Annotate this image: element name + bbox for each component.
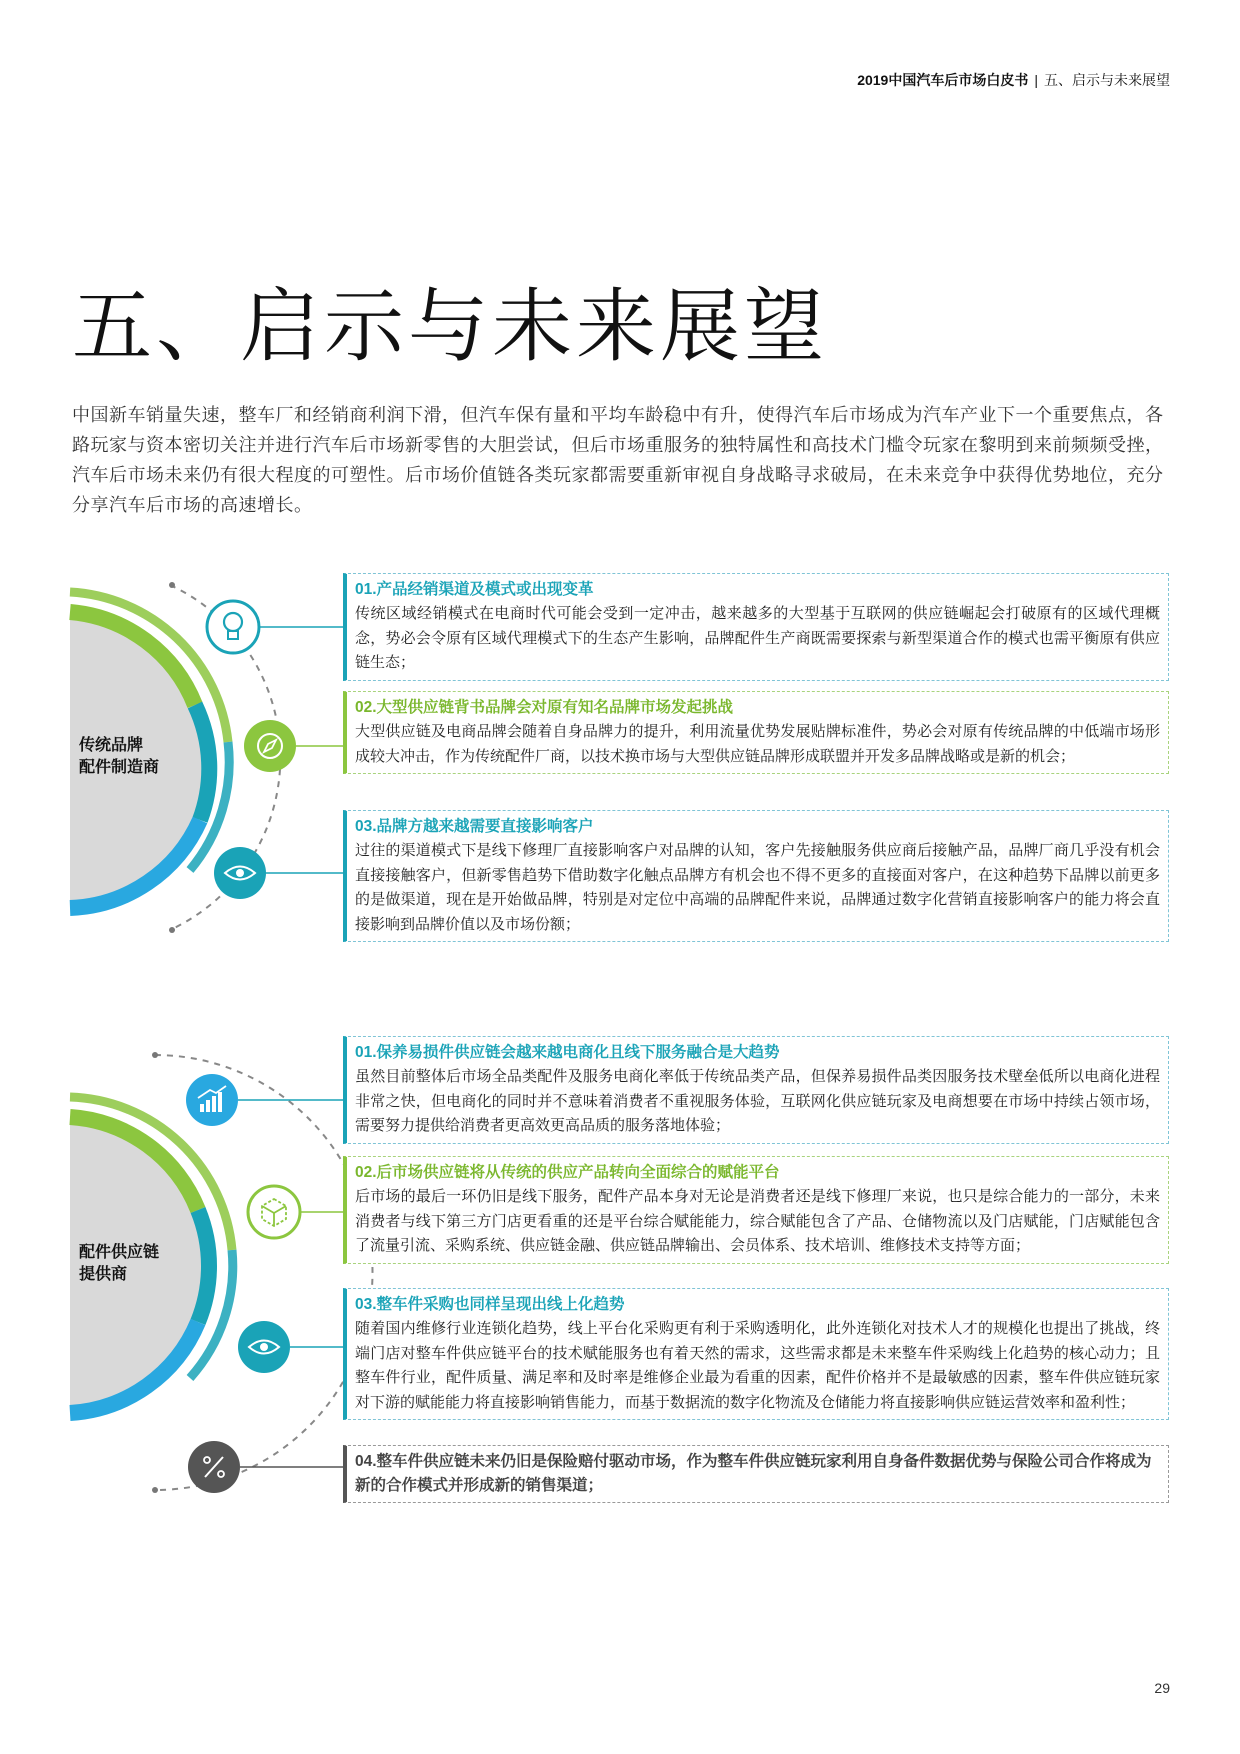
item-text: 随着国内维修行业连锁化趋势，线上平台化采购更有利于采购透明化，此外连锁化对技术人才的规模化也提出了挑战，终端门店对整车件供应链平台的技术赋能服务也有着天然的需求，这些需求都是未来整车件采购线上化趋势的核心动力；且整车件行业，配件质量、满足率和及时率是维修企业最为看重的因素，配件价格并不是最敏感的因素，整车件供应链玩家对下游的赋能能力将直接影响销售能力，而基于数据流的数字化物流及仓储能力将直接影响供应链运营效率和盈利性； (355, 1320, 1160, 1411)
section1-label-line2: 配件制造商 (79, 759, 160, 776)
section2-item-1 (343, 1036, 1169, 1144)
section2-label (79, 1242, 159, 1286)
item-title: 01.产品经销渠道及模式或出现变革 (355, 581, 594, 598)
section2-item-2 (343, 1156, 1169, 1264)
item-title: 03.品牌方越来越需要直接影响客户 (355, 818, 594, 835)
section1-label (79, 735, 159, 779)
section2-item-3 (343, 1288, 1169, 1420)
item-text: 过往的渠道模式下是线下修理厂直接影响客户对品牌的认知，客户先接触服务供应商后接触产品，品牌厂商几乎没有机会直接接触客户，但新零售趋势下借助数字化触点品牌方有机会也不得不更多的直接面对客户，在这种趋势下品牌以前更多的是做渠道，现在是开始做品牌，特别是对定位中高端的品牌配件来说，品牌通过数字化营销直接影响客户的能力将会直接影响到品牌价值以及市场份额； (355, 842, 1160, 933)
section2-label-line1: 配件供应链 (79, 1244, 160, 1261)
cube-icon (248, 1186, 300, 1238)
item-text: 后市场的最后一环仍旧是线下服务，配件产品本身对无论是消费者还是线下修理厂来说，也只是综合能力的一部分，未来消费者与线下第三方门店更看重的还是平台综合赋能能力，综合赋能包含了产品、仓储物流以及门店赋能，门店赋能包含了流量引流、采购系统、供应链金融、供应链品牌输出、会员体系、技术培训、维修技术支持等方面； (355, 1188, 1160, 1254)
section1-label-line1: 传统品牌 (79, 737, 144, 754)
section2-label-line2: 提供商 (79, 1266, 128, 1283)
item-title: 02.后市场供应链将从传统的供应产品转向全面综合的赋能平台 (355, 1164, 780, 1181)
header-separator: | (1034, 72, 1038, 88)
item-text: 虽然目前整体后市场全品类配件及服务电商化率低于传统品类产品，但保养易损件品类因服务技术壁垒低所以电商化进程非常之快，但电商化的同时并不意味着消费者不重视服务体验，互联网化供应链玩家及电商想要在市场中持续占领市场，需要努力提供给消费者更高效更高品质的服务落地体验； (355, 1068, 1160, 1134)
section1-item-1 (343, 573, 1169, 681)
item-title: 04.整车件供应链未来仍旧是保险赔付驱动市场，作为整车件供应链玩家利用自身备件数据优势与保险公司合作将成为新的合作模式并形成新的销售渠道； (355, 1453, 1152, 1494)
header-section: 五、启示与未来展望 (1044, 72, 1170, 88)
section1-item-2 (343, 691, 1169, 774)
eye-icon (214, 847, 266, 899)
compass-icon (244, 720, 296, 772)
item-text: 传统区域经销模式在电商时代可能会受到一定冲击，越来越多的大型基于互联网的供应链崛起会打破原有的区域代理概念，势必会令原有区域代理模式下的生态产生影响，品牌配件生产商既需要探索与新型渠道合作的模式也需平衡原有供应链生态； (355, 605, 1160, 671)
item-text: 大型供应链及电商品牌会随着自身品牌力的提升，利用流量优势发展贴牌标准件，势必会对原有传统品牌的中低端市场形成较大冲击，作为传统配件厂商，以技术换市场与大型供应链品牌形成联盟并开发多品牌战略或是新的机会； (355, 723, 1160, 765)
item-title: 03.整车件采购也同样呈现出线上化趋势 (355, 1296, 625, 1313)
section2-item-4 (343, 1445, 1169, 1503)
lightbulb-icon (207, 601, 259, 653)
intro-paragraph: 中国新车销量失速，整车厂和经销商利润下滑，但汽车保有量和平均车龄稳中有升，使得汽车后市场成为汽车产业下一个重要焦点，各路玩家与资本密切关注并进行汽车后市场新零售的大胆尝试，但后市场重服务的独特属性和高技术门槛令玩家在黎明到来前频频受挫，汽车后市场未来仍有很大程度的可塑性。后市场价值链各类玩家都需要重新审视自身战略寻求破局，在未来竞争中获得优势地位，充分分享汽车后市场的高速增长。 (72, 405, 1164, 515)
growth-chart-icon (186, 1074, 238, 1126)
percent-icon (188, 1441, 240, 1493)
eye-icon (238, 1321, 290, 1373)
header-doc-title: 2019中国汽车后市场白皮书 (857, 72, 1029, 88)
item-title: 02.大型供应链背书品牌会对原有知名品牌市场发起挑战 (355, 699, 734, 716)
item-title: 01.保养易损件供应链会越来越电商化且线下服务融合是大趋势 (355, 1044, 780, 1061)
section1-item-3 (343, 810, 1169, 942)
page-title: 五、启示与未来展望 (72, 280, 828, 373)
page-number: 29 (1154, 1680, 1170, 1696)
